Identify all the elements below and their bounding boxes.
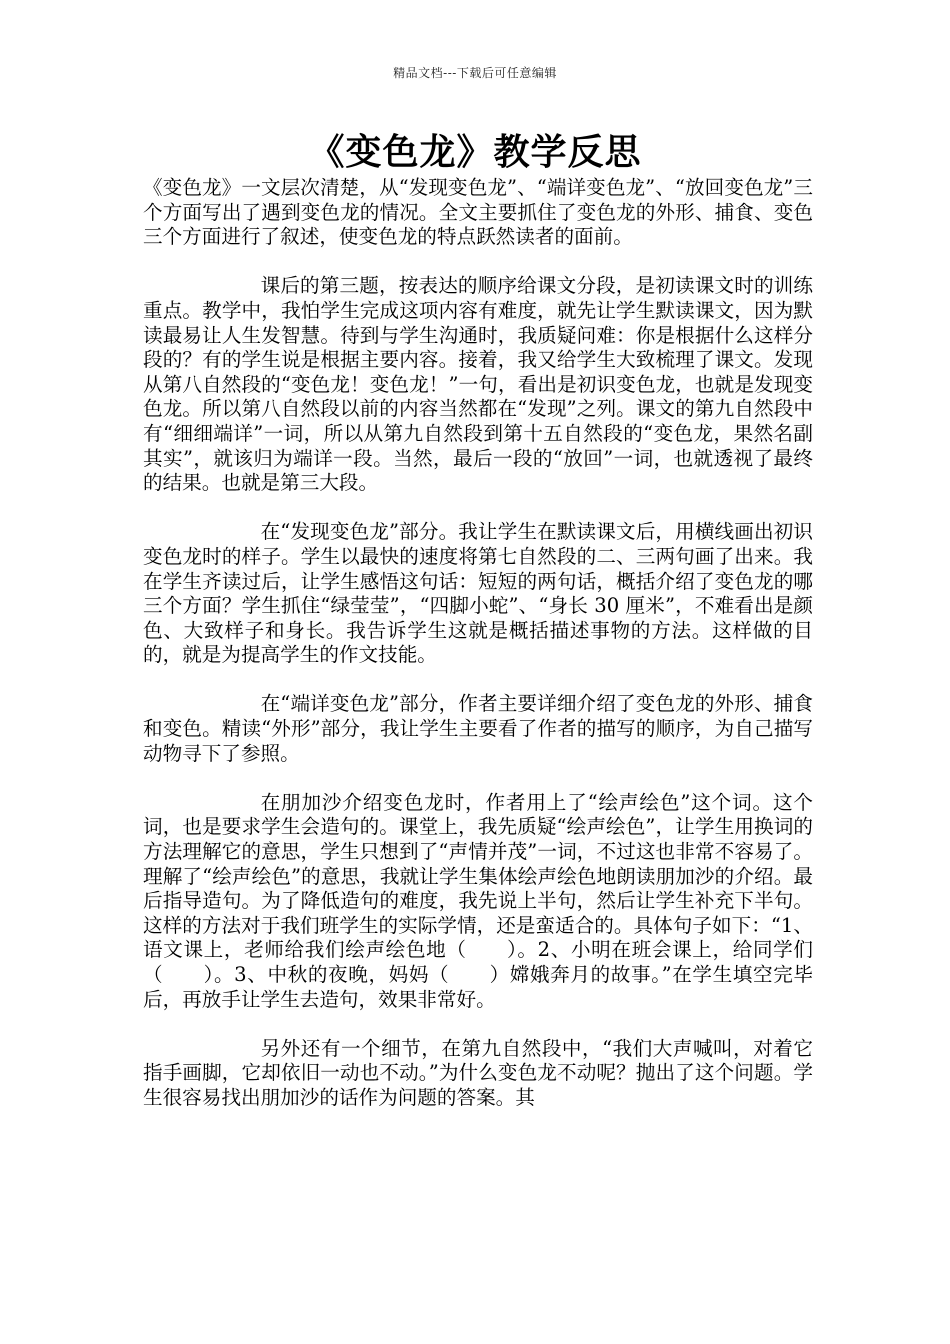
paragraph-discovery: 在“发现变色龙”部分。我让学生在默读课文后，用横线画出初识变色龙时的样子。学生以最快的速度将第七自然段的二、三两句画了出来。我在学生齐读过后，让学生感悟这句话：短短的两句话，概括介绍了变色龙的哪三个方面？学生抓住“绿莹莹”，“四脚小蛇”、“身长 30 厘米”，不难看出是颜色、大致样子和身长。我告诉学生这就是概括描述事物的方法。这样做的目的，就是为提高学生的作文技能。 bbox=[143, 520, 813, 667]
paragraph-sentence-making: 在朋加沙介绍变色龙时，作者用上了“绘声绘色”这个词。这个词，也是要求学生会造句的。课堂上，我先质疑“绘声绘色”，让学生用换词的方法理解它的意思，学生只想到了“声情并茂”一词，不过这也非常不容易了。理解了“绘声绘色”的意思，我就让学生集体绘声绘色地朗读朋加沙的介绍。最后指导造句。为了降低造句的难度，我先说上半句，然后让学生补充下半句。这样的方法对于我们班学生的实际学情，还是蛮适合的。具体句子如下：“1、语文课上，老师给我们绘声绘色地（ ）。2、小明在班会课上，给同学们（ ）。3、中秋的夜晚，妈妈（ ）嫦娥奔月的故事。”在学生填空完毕后，再放手让学生去造句，效果非常好。 bbox=[143, 790, 813, 1011]
paragraph-segmentation: 课后的第三题，按表达的顺序给课文分段，是初读课文时的训练重点。教学中，我怕学生完成这项内容有难度，就先让学生默读课文，因为默读最易让人生发智慧。待到与学生沟通时，我质疑问难：你是根据什么这样分段的？有的学生说是根据主要内容。接着，我又给学生大致梳理了课文。发现从第八自然段的“变色龙！变色龙！”一句，看出是初识变色龙，也就是发现变色龙。所以第八自然段以前的内容当然都在“发现”之列。课文的第九自然段中有“细细端详”一词，所以从第九自然段到第十五自然段的“变色龙，果然名副其实”，就该归为端详一段。当然，最后一段的“放回”一词，也就透视了最终的结果。也就是第三大段。 bbox=[143, 274, 813, 495]
page-header-note: 精品文档---下载后可任意编辑 bbox=[393, 66, 557, 80]
paragraph-examination: 在“端详变色龙”部分，作者主要详细介绍了变色龙的外形、捕食和变色。精读“外形”部分，我让学生主要看了作者的描写的顺序，为自己描写动物寻下了参照。 bbox=[143, 692, 813, 765]
paragraph-intro: 《变色龙》一文层次清楚，从“发现变色龙”、“端详变色龙”、“放回变色龙”三个方面写出了遇到变色龙的情况。全文主要抓住了变色龙的外形、捕食、变色三个方面进行了叙述，使变色龙的特点跃然读者的面前。 bbox=[143, 176, 813, 249]
document-body bbox=[143, 176, 813, 1135]
document-title: 《变色龙》教学反思 bbox=[308, 131, 642, 173]
paragraph-detail: 另外还有一个细节，在第九自然段中，“我们大声喊叫，对着它指手画脚，它却依旧一动也不动。”为什么变色龙不动呢？抛出了这个问题。学生很容易找出朋加沙的话作为问题的答案。其 bbox=[143, 1036, 813, 1109]
